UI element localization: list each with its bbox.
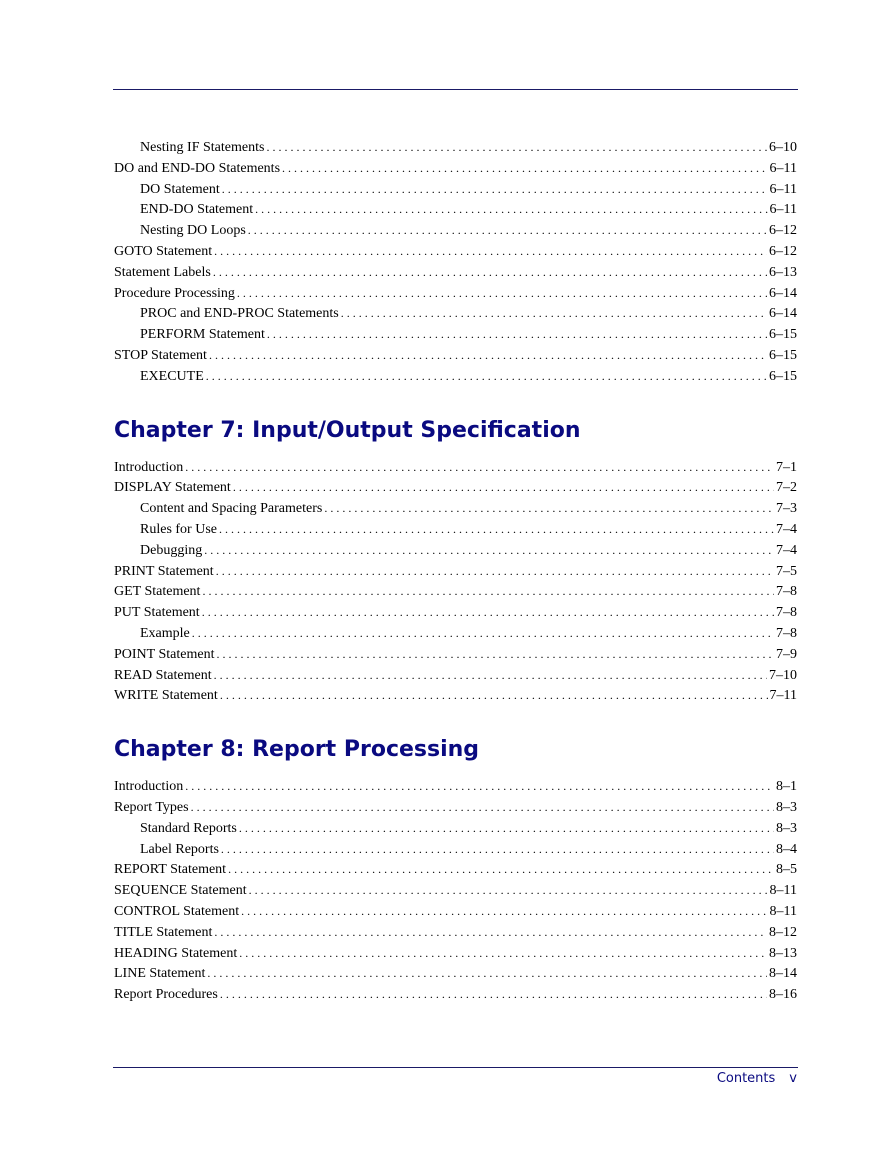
toc-entry[interactable] bbox=[114, 561, 797, 582]
dot-leader bbox=[185, 457, 774, 478]
toc-entry-title: REPORT Statement bbox=[114, 862, 227, 878]
toc-entry-title: CONTROL Statement bbox=[114, 903, 240, 919]
dot-leader bbox=[207, 963, 767, 984]
toc-entry-page: 6–11 bbox=[769, 160, 797, 176]
toc-entry[interactable] bbox=[114, 776, 797, 797]
toc-entry-title: END-DO Statement bbox=[140, 202, 254, 218]
toc-entry-title: Introduction bbox=[114, 779, 184, 795]
toc-entry-page: 6–14 bbox=[769, 285, 797, 301]
chapter-8-entries bbox=[114, 776, 797, 1005]
dot-leader bbox=[266, 137, 767, 158]
toc-entry-page: 8–14 bbox=[769, 966, 797, 982]
toc-entry-title: WRITE Statement bbox=[114, 688, 218, 704]
toc-entry-page: 6–13 bbox=[769, 264, 797, 280]
toc-entry-page: 6–11 bbox=[769, 181, 797, 197]
toc-entry[interactable] bbox=[114, 137, 797, 158]
toc-entry-page: 8–11 bbox=[769, 903, 797, 919]
dot-leader bbox=[220, 685, 768, 706]
toc-entry-page: 7–3 bbox=[776, 501, 797, 517]
toc-entry[interactable] bbox=[114, 158, 797, 179]
toc-entry-title: Report Procedures bbox=[114, 987, 218, 1003]
toc-entry-page: 8–13 bbox=[769, 945, 797, 961]
chapter-7-entries bbox=[114, 457, 797, 707]
toc-entry[interactable] bbox=[114, 623, 797, 644]
toc-entry[interactable] bbox=[114, 984, 797, 1005]
toc-entry[interactable] bbox=[114, 366, 797, 387]
toc-entry[interactable] bbox=[114, 519, 797, 540]
toc-entry-page: 7–8 bbox=[776, 605, 797, 621]
toc-entry-page: 7–11 bbox=[769, 688, 797, 704]
toc-entry[interactable] bbox=[114, 581, 797, 602]
section-6-entries bbox=[114, 137, 797, 387]
dot-leader bbox=[222, 179, 768, 200]
dot-leader bbox=[228, 859, 774, 880]
toc-entry[interactable] bbox=[114, 179, 797, 200]
toc-entry-title: Introduction bbox=[114, 459, 184, 475]
toc-entry[interactable] bbox=[114, 303, 797, 324]
chapter-8-heading[interactable]: Chapter 8: Report Processing bbox=[114, 737, 480, 763]
footer-label: Contents bbox=[716, 1071, 776, 1086]
toc-entry[interactable] bbox=[114, 797, 797, 818]
toc-entry-title: SEQUENCE Statement bbox=[114, 883, 247, 899]
toc-entry-title: EXECUTE bbox=[140, 368, 204, 384]
toc-entry[interactable] bbox=[114, 685, 797, 706]
toc-entry-page: 7–8 bbox=[776, 625, 797, 641]
toc-entry-title: LINE Statement bbox=[114, 966, 206, 982]
header-rule bbox=[113, 89, 798, 90]
footer-page-number: v bbox=[789, 1071, 797, 1086]
dot-leader bbox=[214, 922, 767, 943]
toc-entry-title: STOP Statement bbox=[114, 347, 207, 363]
dot-leader bbox=[214, 665, 767, 686]
toc-entry-title: Content and Spacing Parameters bbox=[140, 501, 323, 517]
toc-entry-page: 8–5 bbox=[776, 862, 797, 878]
dot-leader bbox=[202, 602, 774, 623]
dot-leader bbox=[324, 498, 774, 519]
toc-entry[interactable] bbox=[114, 665, 797, 686]
toc-entry-title: PROC and END-PROC Statements bbox=[140, 306, 339, 322]
toc-entry-page: 7–4 bbox=[776, 521, 797, 537]
toc-entry[interactable] bbox=[114, 880, 797, 901]
dot-leader bbox=[241, 901, 767, 922]
toc-entry-title: HEADING Statement bbox=[114, 945, 238, 961]
toc-entry-title: PUT Statement bbox=[114, 605, 200, 621]
toc-entry-title: DO Statement bbox=[140, 181, 220, 197]
toc-entry-page: 7–8 bbox=[776, 584, 797, 600]
dot-leader bbox=[214, 241, 767, 262]
toc-entry-title: Nesting DO Loops bbox=[140, 223, 246, 239]
toc-entry[interactable] bbox=[114, 241, 797, 262]
toc-entry-title: GOTO Statement bbox=[114, 243, 213, 259]
dot-leader bbox=[206, 366, 767, 387]
toc-entry-page: 8–11 bbox=[769, 883, 797, 899]
toc-entry[interactable] bbox=[114, 963, 797, 984]
toc-entry-page: 7–4 bbox=[776, 542, 797, 558]
footer-rule bbox=[113, 1067, 798, 1068]
toc-entry[interactable] bbox=[114, 457, 797, 478]
toc-entry[interactable] bbox=[114, 922, 797, 943]
dot-leader bbox=[202, 581, 774, 602]
dot-leader bbox=[233, 477, 774, 498]
dot-leader bbox=[239, 943, 767, 964]
toc-entry[interactable] bbox=[114, 943, 797, 964]
toc-entry[interactable] bbox=[114, 498, 797, 519]
toc-entry-page: 6–10 bbox=[769, 140, 797, 155]
table-of-contents bbox=[114, 137, 797, 1005]
toc-entry-page: 6–14 bbox=[769, 306, 797, 322]
dot-leader bbox=[192, 623, 774, 644]
dot-leader bbox=[248, 220, 767, 241]
toc-entry-page: 7–9 bbox=[776, 646, 797, 662]
toc-entry-page: 8–3 bbox=[776, 799, 797, 815]
toc-entry[interactable] bbox=[114, 901, 797, 922]
toc-entry-page: 6–12 bbox=[769, 223, 797, 239]
toc-entry[interactable] bbox=[114, 199, 797, 220]
toc-entry[interactable] bbox=[114, 540, 797, 561]
toc-entry-page: 8–4 bbox=[776, 841, 797, 857]
page-footer bbox=[717, 1069, 797, 1089]
toc-entry[interactable] bbox=[114, 262, 797, 283]
toc-entry-page: 8–12 bbox=[769, 924, 797, 940]
dot-leader bbox=[255, 199, 767, 220]
toc-entry-page: 8–16 bbox=[769, 987, 797, 1003]
toc-entry-title: Nesting IF Statements bbox=[140, 140, 265, 155]
toc-entry-title: READ Statement bbox=[114, 667, 212, 683]
toc-entry-title: DISPLAY Statement bbox=[114, 480, 231, 496]
toc-entry-page: 6–15 bbox=[769, 368, 797, 384]
toc-entry[interactable] bbox=[114, 644, 797, 665]
toc-entry-title: Statement Labels bbox=[114, 264, 211, 280]
toc-entry[interactable] bbox=[114, 283, 797, 304]
toc-entry-title: POINT Statement bbox=[114, 646, 215, 662]
toc-entry-title: Label Reports bbox=[140, 841, 219, 857]
toc-entry-page: 7–10 bbox=[769, 667, 797, 683]
toc-entry-page: 7–2 bbox=[776, 480, 797, 496]
toc-entry-title: TITLE Statement bbox=[114, 924, 213, 940]
toc-entry[interactable] bbox=[114, 220, 797, 241]
dot-leader bbox=[249, 880, 768, 901]
dot-leader bbox=[191, 797, 774, 818]
dot-leader bbox=[237, 283, 767, 304]
toc-entry-title: Report Types bbox=[114, 799, 189, 815]
toc-entry-title: PRINT Statement bbox=[114, 563, 214, 579]
toc-entry[interactable] bbox=[114, 602, 797, 623]
toc-entry-title: PERFORM Statement bbox=[140, 327, 265, 343]
dot-leader bbox=[239, 818, 774, 839]
dot-leader bbox=[216, 561, 774, 582]
toc-entry-title: Example bbox=[140, 625, 190, 641]
toc-entry-page: 6–15 bbox=[769, 347, 797, 363]
toc-entry-title: Standard Reports bbox=[140, 820, 237, 836]
toc-entry-title: Procedure Processing bbox=[114, 285, 235, 301]
dot-leader bbox=[341, 303, 767, 324]
toc-entry[interactable] bbox=[114, 839, 797, 860]
toc-entry-title: Debugging bbox=[140, 542, 203, 558]
dot-leader bbox=[220, 984, 767, 1005]
toc-entry-page: 6–12 bbox=[769, 243, 797, 259]
toc-entry-page: 7–1 bbox=[776, 459, 797, 475]
toc-entry-page: 6–15 bbox=[769, 327, 797, 343]
dot-leader bbox=[282, 158, 767, 179]
dot-leader bbox=[209, 345, 767, 366]
toc-entry-page: 8–1 bbox=[776, 779, 797, 795]
toc-entry-title: Rules for Use bbox=[140, 521, 217, 537]
toc-entry-page: 6–11 bbox=[769, 202, 797, 218]
toc-entry[interactable] bbox=[114, 345, 797, 366]
dot-leader bbox=[267, 324, 767, 345]
dot-leader bbox=[204, 540, 774, 561]
dot-leader bbox=[216, 644, 774, 665]
toc-entry-title: GET Statement bbox=[114, 584, 201, 600]
toc-entry[interactable] bbox=[114, 818, 797, 839]
dot-leader bbox=[221, 839, 774, 860]
chapter-7-heading[interactable]: Chapter 7: Input/Output Specification bbox=[114, 417, 581, 443]
toc-entry[interactable] bbox=[114, 324, 797, 345]
dot-leader bbox=[213, 262, 767, 283]
dot-leader bbox=[219, 519, 774, 540]
dot-leader bbox=[185, 776, 774, 797]
toc-entry[interactable] bbox=[114, 859, 797, 880]
toc-entry-page: 7–5 bbox=[776, 563, 797, 579]
toc-entry[interactable] bbox=[114, 477, 797, 498]
toc-entry-title: DO and END-DO Statements bbox=[114, 160, 281, 176]
toc-entry-page: 8–3 bbox=[776, 820, 797, 836]
